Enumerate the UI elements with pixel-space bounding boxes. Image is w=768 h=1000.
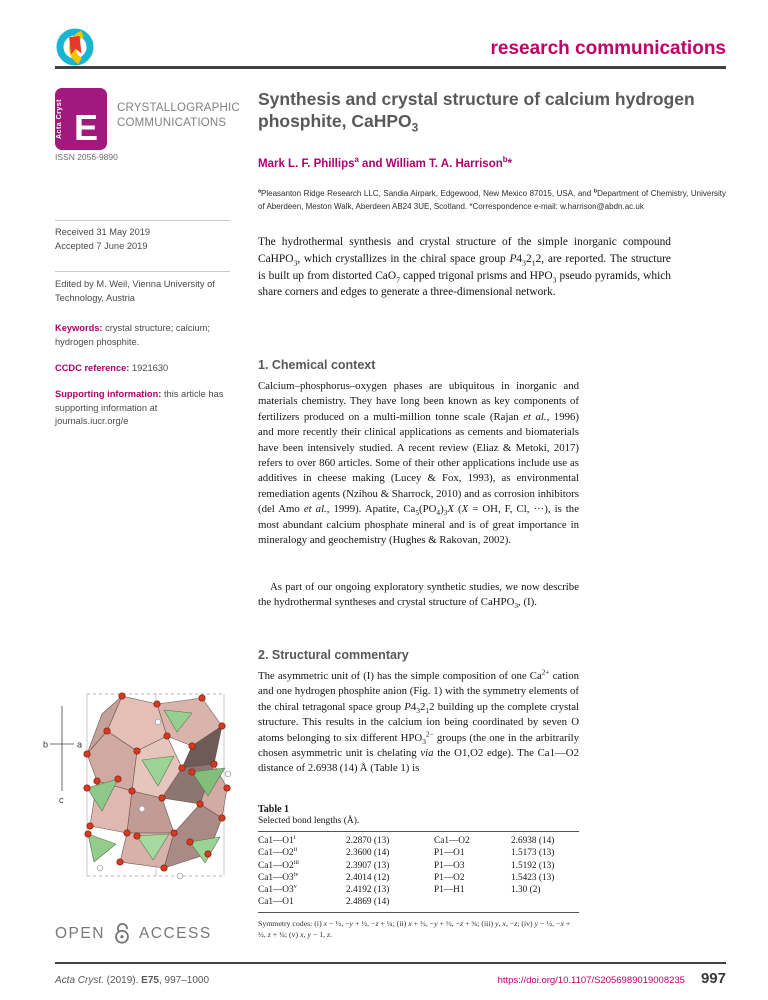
accepted-date: Accepted 7 June 2019 bbox=[55, 240, 148, 251]
article-title: Synthesis and crystal structure of calcium hydrogen phosphite, CaHPO$_3$ bbox=[258, 89, 695, 135]
footer bbox=[55, 970, 726, 987]
axis-a-label: a bbox=[77, 739, 83, 750]
table-1-subtitle: Selected bond lengths (Å). bbox=[258, 816, 360, 826]
open-access-word-access: ACCESS bbox=[138, 925, 212, 942]
ccdc-block bbox=[55, 362, 233, 376]
header-rule bbox=[55, 66, 726, 69]
supporting-label: Supporting information: bbox=[55, 389, 162, 399]
sidebar-divider bbox=[55, 271, 230, 272]
affiliations: $^a$Pleasanton Ridge Research LLC, Sandia Airpark, Edgewood, New Mexico 87015, USA, and $^b$Department of Chemistry, University of Aberdeen, Meston Walk, Aberdeen AB24 3UE, Scotland. *Correspondence e-mail: w.harrison@abdn.ac.uk bbox=[258, 188, 727, 211]
section-1-heading: 1. Chemical context bbox=[258, 358, 376, 372]
acta-cryst-e-logo bbox=[55, 88, 107, 150]
section-1-paragraph-1: Calcium–phosphorus–oxygen phases are ubiquitous in inorganic and materials chemistry. They have long been known as key components of fertilizers produced on a multi-million tonne scale (Rajan et al., 1996) and more recently their clinical applications as cements and biomaterials have been intensively studied. A recent review (Eliaz & Metoki, 2017) refers to over 860 articles. Some of their other applications include use as additives in cheese making (Lucey & Fox, 1993), as environmental remediation agents (Nzihou & Sharrock, 2010) and as corrosion inhibitors (del Amo et al., 1999). Apatite, $Ca_5(PO_4)_3X$ (X = OH, F, Cl, ···), is the most abundant calcium phosphate mineral and is of great importance in mineralogy and geochemistry (Hughes & Rakovan, 2002). bbox=[258, 380, 579, 547]
iucr-logo-icon bbox=[55, 27, 95, 67]
keywords-label: Keywords: bbox=[55, 323, 103, 333]
table-1-title: Table 1 bbox=[258, 804, 290, 815]
edited-by: Edited by M. Weil, Vienna University of Technology, Austria bbox=[55, 279, 215, 303]
keywords-text: crystal structure; calcium; hydrogen phosphite. bbox=[55, 323, 210, 347]
table-row: Ca1—O1 2.4869 (14) bbox=[258, 897, 390, 908]
journal-section-banner: research communications bbox=[490, 38, 726, 59]
acta-logo-vertical-text: Acta Cryst bbox=[56, 99, 63, 140]
keywords-block bbox=[55, 322, 233, 349]
open-access-word-open: OPEN bbox=[55, 925, 105, 942]
citation: Acta Cryst. (2019). E75, 997–1000 bbox=[55, 975, 210, 986]
author-list: Mark L. F. Phillips$^a$ and William T. A. Harrison$^b$* bbox=[258, 155, 513, 170]
symmetry-codes: Symmetry codes: (i) x − ½, −y + ½, −z + ¼; (ii) x + ½, −y + ½, −z + ¾; (iii) y, x, −z; (iv) y − ½, −x + ½, z + ¼; (v) x, y − 1, z. bbox=[258, 919, 571, 939]
open-lock-icon bbox=[111, 921, 133, 947]
doi-link[interactable]: https://doi.org/10.1107/S2056989019008235 bbox=[497, 975, 685, 986]
received-date: Received 31 May 2019 bbox=[55, 227, 151, 237]
received-accepted-block bbox=[55, 226, 233, 253]
page-number: 997 bbox=[700, 970, 726, 987]
supporting-info-block bbox=[55, 388, 233, 429]
table-row: Ca1—O2$^{iii}$ 2.3907 (13) P1—O3 1.5192 (13) bbox=[258, 858, 555, 871]
table-row: Ca1—O1$^i$ 2.2870 (13) Ca1—O2 2.6938 (14) bbox=[258, 833, 555, 846]
open-access-logo bbox=[55, 921, 212, 947]
acta-logo-letter: E bbox=[73, 107, 98, 148]
footer-rule bbox=[55, 962, 726, 964]
ccdc-label: CCDC reference: bbox=[55, 363, 130, 373]
crystal-structure-figure bbox=[42, 676, 247, 921]
journal-name: CRYSTALLOGRAPHIC COMMUNICATIONS bbox=[117, 102, 240, 129]
abstract: The hydrothermal synthesis and crystal structure of the simple inorganic compound CaHPO$_3$, which crystallizes in the chiral space group $P4_32_12$, are reported. The structure is built up from distorted CaO$_7$ capped trigonal prisms and $HPO_3$ pseudo pyramids, which share corners and edges to generate a three-dimensional network. bbox=[258, 236, 671, 299]
section-1-paragraph-2: As part of our ongoing exploratory synthetic studies, we now describe the hydrothermal syntheses and crystal structure of CaHPO$_3$, (I). bbox=[258, 581, 579, 611]
section-2-heading: 2. Structural commentary bbox=[258, 648, 409, 662]
table-row: Ca1—O3$^v$ 2.4192 (13) P1—H1 1.30 (2) bbox=[258, 883, 541, 896]
issn: ISSN 2056-9890 bbox=[55, 152, 118, 162]
sidebar-divider bbox=[55, 220, 230, 221]
table-1 bbox=[258, 804, 579, 913]
section-2-paragraph-1: The asymmetric unit of (I) has the simple composition of one $Ca^{2+}$ cation and one hydrogen phosphite anion (Fig. 1) with the symmetry elements of the chiral tetragonal space group $P4_32_12$ building up the complete crystal structure. This results in the calcium ion being coordinated by seven O atoms belonging to six different $HPO_3^{2-}$ groups (the one in the arbitrarily chosen asymmetric unit is chelating via the O1,O2 edge). The Ca1—O2 distance of 2.6938 (14) Å (Table 1) is bbox=[258, 667, 580, 775]
axis-indicator bbox=[43, 706, 82, 805]
supporting-text: this article has supporting information at journals.iucr.org/e bbox=[55, 389, 224, 426]
ccdc-value: 1921630 bbox=[129, 363, 169, 373]
table-row: Ca1—O3$^{iv}$ 2.4014 (12) P1—O2 1.5423 (13) bbox=[258, 870, 555, 883]
axis-b-label: b bbox=[43, 739, 49, 750]
table-row: Ca1—O2$^{ii}$ 2.3600 (14) P1—O1 1.5173 (13) bbox=[258, 846, 555, 859]
axis-c-label: c bbox=[59, 795, 64, 805]
table-1-grid bbox=[258, 831, 579, 913]
